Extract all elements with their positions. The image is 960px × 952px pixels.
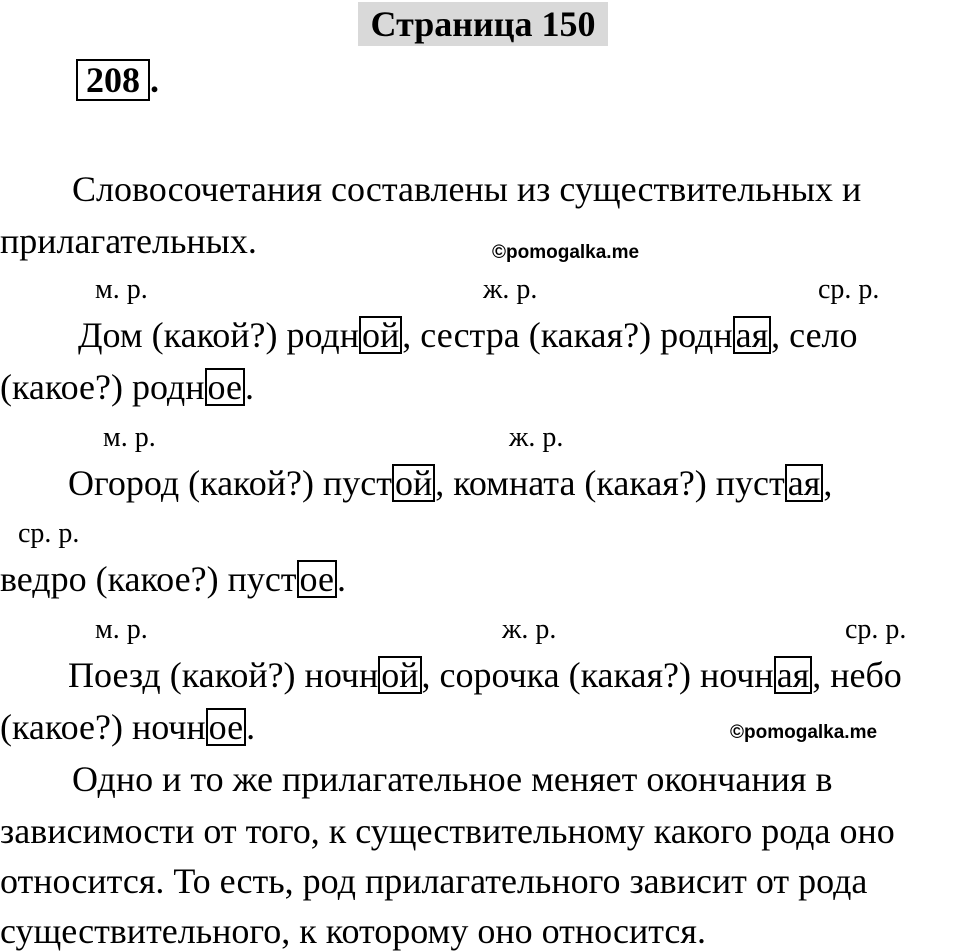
ending-box: ой xyxy=(392,464,435,502)
gender-label: м. р. xyxy=(95,274,148,305)
gender-label: м. р. xyxy=(103,422,156,453)
phrase-text: , сестра (какая?) родн xyxy=(402,315,733,355)
phrase-text: . xyxy=(246,707,256,747)
phrase-line xyxy=(0,706,255,748)
task-number xyxy=(76,58,159,102)
gender-label: м. р. xyxy=(95,614,148,645)
intro-line-2: прилагательных. xyxy=(0,221,257,261)
phrase-line xyxy=(68,462,832,504)
phrase-text: , село xyxy=(771,315,858,355)
conclusion-line-1: Одно и то же прилагательное меняет окончания в xyxy=(72,759,833,799)
gender-label: ср. р. xyxy=(818,274,880,305)
phrase-text: Поезд (какой?) ночн xyxy=(68,655,379,695)
phrase-line xyxy=(78,314,858,356)
phrase-text: Огород (какой?) пуст xyxy=(68,463,392,503)
conclusion-line-3: относится. То есть, род прилагательного зависит от рода xyxy=(0,861,868,901)
intro-line-1: Словосочетания составлены из существительных и xyxy=(72,169,862,209)
ending-box: ая xyxy=(733,316,772,354)
phrase-text: . xyxy=(244,367,254,407)
phrase-line xyxy=(0,366,254,408)
phrase-text: , небо xyxy=(812,655,902,695)
ending-box: ое xyxy=(297,560,337,598)
ending-box: ая xyxy=(785,464,824,502)
page-title: Страница 150 xyxy=(358,2,608,46)
gender-label: ж. р. xyxy=(509,422,564,453)
phrase-text: . xyxy=(336,559,346,599)
gender-label: ср. р. xyxy=(18,518,80,549)
conclusion-line-2: зависимости от того, к существительному какого рода оно xyxy=(0,811,895,851)
ending-box: ое xyxy=(205,368,245,406)
phrase-line xyxy=(0,558,346,600)
watermark: ©pomogalka.me xyxy=(492,242,640,263)
phrase-text: (какое?) родн xyxy=(0,367,205,407)
phrase-text: , комната (какая?) пуст xyxy=(435,463,785,503)
task-number-box: 208 xyxy=(76,59,150,101)
gender-label: ср. р. xyxy=(845,614,907,645)
task-number-dot: . xyxy=(150,60,159,100)
phrase-text: Дом (какой?) родн xyxy=(78,315,360,355)
ending-box: ой xyxy=(359,316,402,354)
phrase-line xyxy=(68,654,902,696)
watermark: ©pomogalka.me xyxy=(730,722,878,743)
ending-box: ой xyxy=(378,656,421,694)
conclusion-line-4: существительного, к которому оно относится. xyxy=(0,911,706,951)
phrase-text: , сорочка (какая?) ночн xyxy=(421,655,774,695)
phrase-text: (какое?) ночн xyxy=(0,707,206,747)
ending-box: ое xyxy=(206,708,246,746)
phrase-text: ведро (какое?) пуст xyxy=(0,559,297,599)
phrase-text: , xyxy=(823,463,833,503)
gender-label: ж. р. xyxy=(483,274,538,305)
ending-box: ая xyxy=(774,656,813,694)
gender-label: ж. р. xyxy=(502,614,557,645)
